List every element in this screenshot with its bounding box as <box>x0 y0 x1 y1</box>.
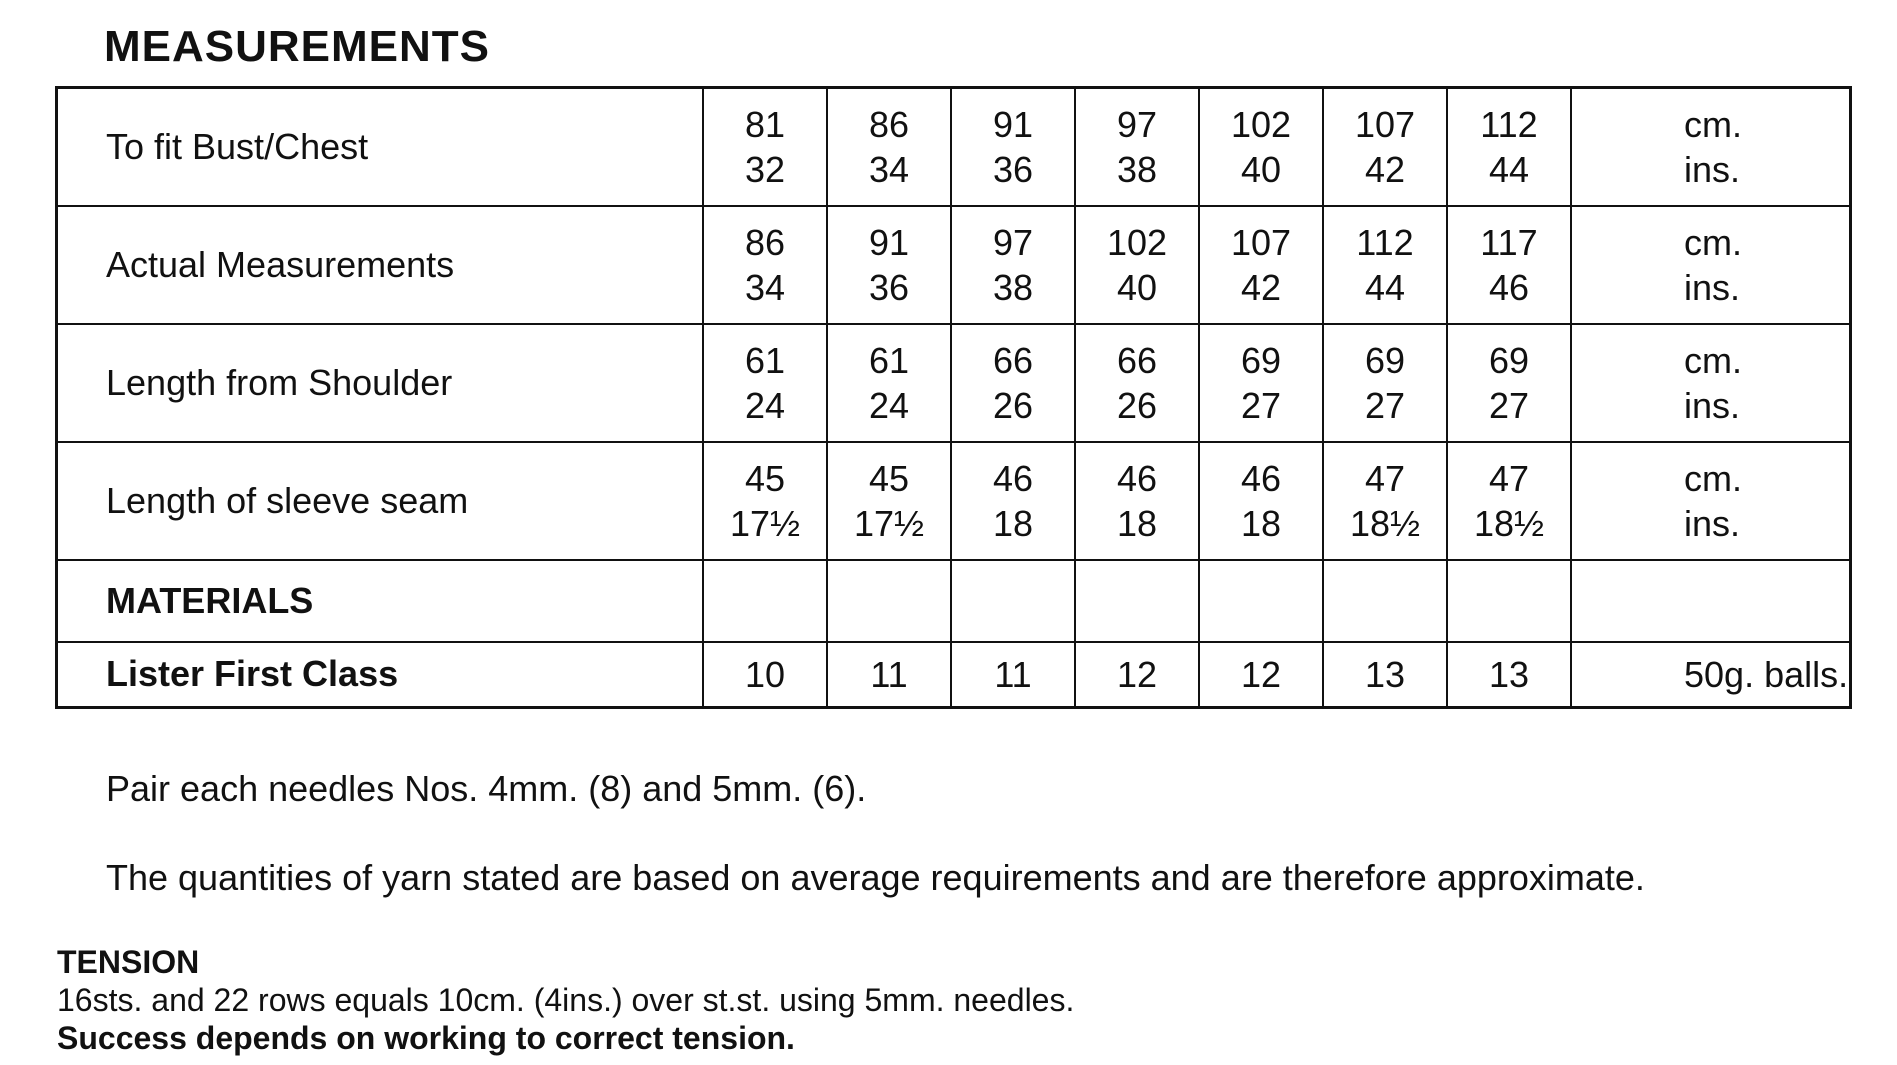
ins-unit: ins. <box>1684 148 1741 190</box>
size-cell <box>1447 206 1571 324</box>
size-cell <box>703 324 827 442</box>
size-cell <box>1199 206 1323 324</box>
cm-value: 112 <box>1356 221 1414 263</box>
size-cell <box>1199 324 1323 442</box>
ins-value: 42 <box>1240 266 1282 308</box>
unit-cell <box>1571 324 1851 442</box>
ins-value: 38 <box>992 266 1034 308</box>
measurements-heading: MEASUREMENTS <box>104 22 491 71</box>
measurement-row <box>57 88 1851 206</box>
ins-value: 40 <box>1116 266 1158 308</box>
size-cell <box>827 442 951 560</box>
row-label: Actual Measurements <box>57 206 704 324</box>
quantities-note: The quantities of yarn stated are based on average requirements and are therefore approximate. <box>106 857 1645 898</box>
yarn-quantity: 13 <box>1447 642 1571 708</box>
ins-value: 26 <box>1116 384 1158 426</box>
ins-value: 18½ <box>1473 502 1545 544</box>
row-label: Length of sleeve seam <box>57 442 704 560</box>
cm-unit: cm. <box>1684 221 1742 263</box>
materials-header-row <box>57 560 1851 642</box>
cm-value: 81 <box>744 103 786 145</box>
size-cell <box>703 206 827 324</box>
ins-value: 34 <box>744 266 786 308</box>
cm-value: 86 <box>744 221 786 263</box>
cm-value: 66 <box>1116 339 1158 381</box>
empty-cell <box>1447 560 1571 642</box>
empty-cell <box>951 560 1075 642</box>
size-cell <box>951 442 1075 560</box>
ins-value: 42 <box>1364 148 1406 190</box>
size-cell <box>827 324 951 442</box>
cm-value: 112 <box>1480 103 1538 145</box>
ins-value: 27 <box>1240 384 1282 426</box>
measurement-row <box>57 206 1851 324</box>
ins-value: 27 <box>1488 384 1530 426</box>
ins-unit: ins. <box>1684 502 1741 544</box>
tension-footer: Success depends on working to correct tension. <box>57 1020 795 1056</box>
measurement-row <box>57 442 1851 560</box>
empty-cell <box>703 560 827 642</box>
ins-value: 18 <box>992 502 1034 544</box>
row-label: Length from Shoulder <box>57 324 704 442</box>
cm-value: 102 <box>1106 221 1168 263</box>
size-cell <box>1447 324 1571 442</box>
ins-unit: ins. <box>1684 266 1741 308</box>
cm-unit: cm. <box>1684 457 1742 499</box>
cm-value: 61 <box>744 339 786 381</box>
size-cell <box>1323 206 1447 324</box>
unit-cell <box>1571 206 1851 324</box>
tension-title: TENSION <box>57 944 200 980</box>
cm-value: 46 <box>1240 457 1282 499</box>
size-cell <box>1323 324 1447 442</box>
cm-value: 46 <box>992 457 1034 499</box>
cm-value: 66 <box>992 339 1034 381</box>
cm-value: 45 <box>868 457 910 499</box>
size-cell <box>1323 442 1447 560</box>
ins-value: 44 <box>1364 266 1406 308</box>
ins-value: 36 <box>992 148 1034 190</box>
ins-value: 44 <box>1488 148 1530 190</box>
cm-value: 69 <box>1488 339 1530 381</box>
size-cell <box>951 206 1075 324</box>
cm-value: 97 <box>992 221 1034 263</box>
needles-note: Pair each needles Nos. 4mm. (8) and 5mm. (6). <box>106 768 867 809</box>
ins-value: 32 <box>744 148 786 190</box>
ins-value: 18½ <box>1349 502 1421 544</box>
cm-value: 107 <box>1230 221 1292 263</box>
cm-value: 47 <box>1364 457 1406 499</box>
cm-value: 69 <box>1364 339 1406 381</box>
ins-value: 36 <box>868 266 910 308</box>
size-cell <box>1447 442 1571 560</box>
size-cell <box>1323 88 1447 206</box>
yarn-name: Lister First Class <box>57 642 704 708</box>
yarn-quantity: 13 <box>1323 642 1447 708</box>
size-cell <box>951 324 1075 442</box>
empty-cell <box>827 560 951 642</box>
empty-cell <box>1323 560 1447 642</box>
unit-cell <box>1571 88 1851 206</box>
yarn-quantity: 11 <box>827 642 951 708</box>
size-cell <box>1447 88 1571 206</box>
ins-value: 27 <box>1364 384 1406 426</box>
yarn-quantity: 11 <box>951 642 1075 708</box>
cm-unit: cm. <box>1684 103 1742 145</box>
cm-value: 102 <box>1230 103 1292 145</box>
cm-value: 86 <box>868 103 910 145</box>
cm-value: 45 <box>744 457 786 499</box>
size-cell <box>703 88 827 206</box>
cm-unit: cm. <box>1684 339 1742 381</box>
cm-value: 47 <box>1488 457 1530 499</box>
cm-value: 91 <box>992 103 1034 145</box>
tension-section <box>57 943 1074 1057</box>
yarn-row <box>57 642 1851 708</box>
cm-value: 117 <box>1480 221 1538 263</box>
yarn-quantity: 10 <box>703 642 827 708</box>
cm-value: 69 <box>1240 339 1282 381</box>
size-cell <box>1075 324 1199 442</box>
size-cell <box>951 88 1075 206</box>
size-cell <box>1075 442 1199 560</box>
materials-title: MATERIALS <box>57 560 704 642</box>
size-cell <box>1199 88 1323 206</box>
cm-value: 46 <box>1116 457 1158 499</box>
size-cell <box>827 206 951 324</box>
ins-value: 18 <box>1116 502 1158 544</box>
cm-value: 61 <box>868 339 910 381</box>
ins-value: 17½ <box>853 502 925 544</box>
ins-unit: ins. <box>1684 384 1741 426</box>
yarn-quantity: 12 <box>1199 642 1323 708</box>
unit-cell <box>1571 442 1851 560</box>
ins-value: 26 <box>992 384 1034 426</box>
cm-value: 91 <box>868 221 910 263</box>
tension-body: 16sts. and 22 rows equals 10cm. (4ins.) over st.st. using 5mm. needles. <box>57 982 1075 1018</box>
ins-value: 38 <box>1116 148 1158 190</box>
size-cell <box>1075 88 1199 206</box>
empty-cell <box>1075 560 1199 642</box>
size-cell <box>1199 442 1323 560</box>
ins-value: 40 <box>1240 148 1282 190</box>
ins-value: 17½ <box>729 502 801 544</box>
size-cell <box>703 442 827 560</box>
measurements-table <box>55 86 1852 709</box>
ins-value: 18 <box>1240 502 1282 544</box>
empty-cell <box>1571 560 1851 642</box>
measurement-row <box>57 324 1851 442</box>
yarn-quantity: 12 <box>1075 642 1199 708</box>
yarn-unit: 50g. balls. <box>1571 642 1851 708</box>
cm-value: 97 <box>1116 103 1158 145</box>
ins-value: 24 <box>868 384 910 426</box>
size-cell <box>827 88 951 206</box>
row-label: To fit Bust/Chest <box>57 88 704 206</box>
ins-value: 46 <box>1488 266 1530 308</box>
cm-value: 107 <box>1354 103 1416 145</box>
empty-cell <box>1199 560 1323 642</box>
size-cell <box>1075 206 1199 324</box>
ins-value: 24 <box>744 384 786 426</box>
ins-value: 34 <box>868 148 910 190</box>
